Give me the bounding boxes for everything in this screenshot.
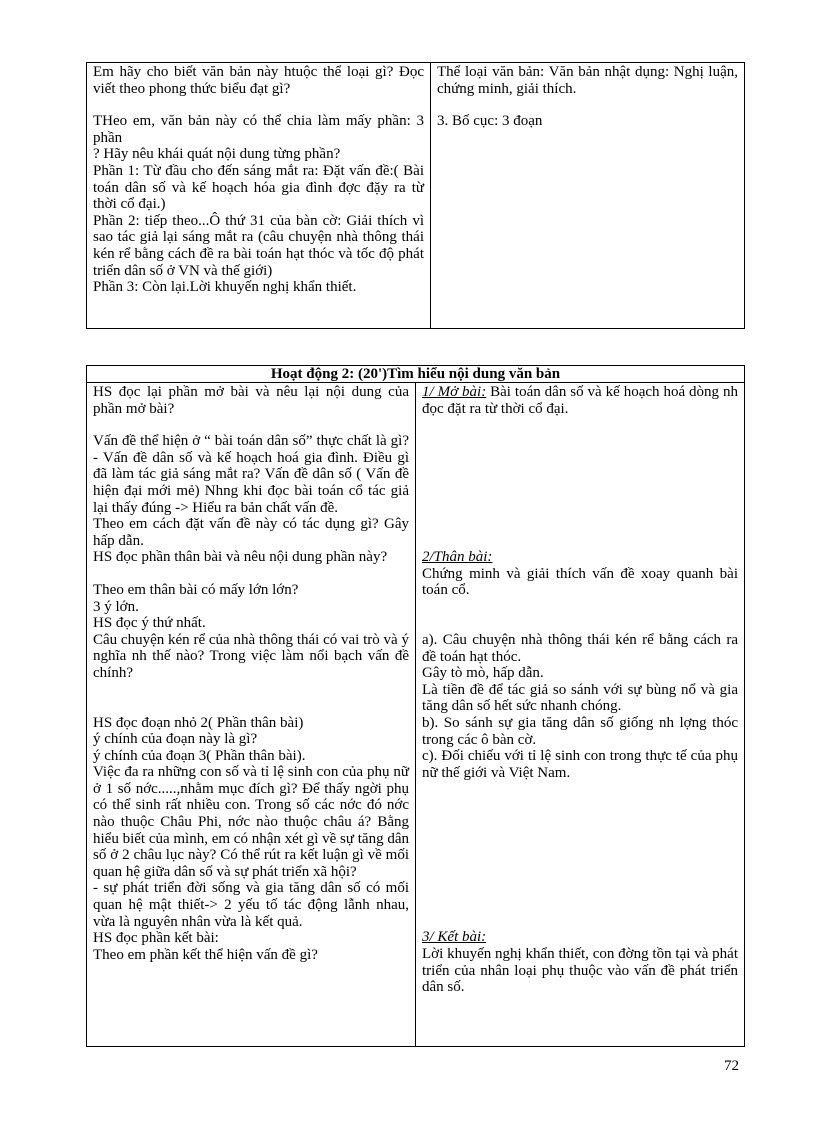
body-item-a-premise: Là tiền đề để tác giả so sánh với sự bùng nổ và gia tăng dân số hết sức nhanh chóng. <box>422 681 738 715</box>
q-open: HS đọc lại phần mở bài và nêu lại nội dung của phần mở bài? <box>93 384 409 417</box>
part-3: Phần 3: Còn lại.Lời khuyến nghị khẩn thiết. <box>93 279 357 296</box>
body-item-a-note: Gây tò mò, hấp dẫn. <box>422 665 544 682</box>
question-genre: Em hãy cho biết văn bản này htuộc thể loại gì? Đọc viết theo phong thức biểu đạt gì? <box>93 64 424 97</box>
q-story: Câu chuyện kén rể của nhà thông thái có vai trò và ý nghĩa nh thế nào? Trong việc làm nổi bạch vấn đề chính? <box>93 631 409 681</box>
part-1: Phần 1: Từ đầu cho đến sáng mắt ra: Đặt vấn đề:( Bài toán dân số và kế hoạch hóa gia đình đợc đặy ra từ thời cổ đại.) <box>93 162 424 213</box>
intro-questions-cell <box>87 63 431 329</box>
body-item-c: c). Đối chiếu với tỉ lệ sinh con trong thực tế của phụ nữ thế giới và Việt Nam. <box>422 748 738 781</box>
q-effect: Theo em cách đặt vấn đề này có tác dụng gì? Gây hấp dẫn. <box>93 516 409 549</box>
answer-structure: 3. Bố cục: 3 đoạn <box>437 113 543 130</box>
table-activity-2 <box>86 365 745 1047</box>
section-end-text: Lời khuyến nghị khẩn thiết, con đờng tồn tại và phát triển của nhân loại phụ thuộc vào vấn đề phát triển dân số. <box>422 945 738 996</box>
q-idea-1: HS đọc ý thứ nhất. <box>93 615 206 632</box>
section-open <box>422 384 738 417</box>
q-conclusion-read: HS đọc phần kết bài: <box>93 930 219 947</box>
section-open-heading: 1/ Mở bài: <box>422 384 487 400</box>
a-relation: - sự phát triển đời sống và gia tăng dân số có mối quan hệ mật thiết-> 2 yếu tố tác động lẫnh nhau, vừa là nguyên nhân vừa là kết quả. <box>93 880 409 930</box>
section-open-text: Bài toán dân số và kế hoạch hoá dòng nh đọc đặt ra từ thời cổ đại. <box>422 384 738 417</box>
body-item-a: a). Câu chuyện nhà thông thái kén rể bằng cách ra đề toán hạt thóc. <box>422 631 738 665</box>
q-idea-2-main: ý chính của đoạn này là gì? <box>93 731 258 748</box>
a-ideas: 3 ý lớn. <box>93 598 139 615</box>
q-idea-2: HS đọc đoạn nhỏ 2( Phần thân bài) <box>93 714 304 731</box>
section-body-heading: 2/Thân bài: <box>422 549 493 566</box>
table-intro <box>86 62 745 329</box>
answer-genre: Thể loại văn bản: Văn bản nhật dụng: Nghị luận, chứng minh, giải thích. <box>437 64 738 97</box>
question-parts: THeo em, văn bản này có thể chia làm mấy phần: 3 phần <box>93 113 424 146</box>
activity-header: Hoạt động 2: (20')Tìm hiểu nội dung văn bản <box>87 366 745 383</box>
page-number: 72 <box>724 1058 739 1074</box>
intro-answers-cell <box>431 63 745 329</box>
q-body: HS đọc phần thân bài và nêu nội dung phần này? <box>93 549 388 566</box>
body-item-b: b). So sánh sự gia tăng dân số giống nh lợng thóc trong các ô bàn cờ. <box>422 714 738 748</box>
q-ideas: Theo em thân bài có mấy lớn lớn? <box>93 581 299 598</box>
activity-answers-cell <box>416 383 745 1047</box>
q-numbers: Việc đa ra những con số và tỉ lệ sinh con của phụ nữ ở 1 số nớc.....,nhằm mục đích gì? Để thấy ngời phụ có thể sinh rất nhiều con. Trong số các nớc đó nớc nào thuộc Châu Phi, nớc nào thuộc châu á? Bằng hiểu biết của mình, em có nhận xét gì về sự tăng dân số ở 2 châu lục này? Có thể rút ra kết luận gì về mối quan hệ giữa dân số và sự phát triển xã hội? <box>93 764 409 880</box>
section-body-text: Chứng minh và giải thích vấn đề xoay quanh bài toán cổ. <box>422 565 738 599</box>
question-summary: ? Hãy nêu khái quát nội dung từng phần? <box>93 146 341 163</box>
q-conclusion: Theo em phần kết thể hiện vấn đề gì? <box>93 946 318 963</box>
activity-questions-cell <box>87 383 416 1047</box>
q-problem: Vấn đề thể hiện ở “ bài toán dân số” thực chất là gì?- Vấn đề dân số và kế hoạch hoá gia đình. Điều gì đã làm tác giả sáng mắt ra? Vấn đề dân số ( Vấn đề hiện đại mới mẻ) Nhng khi đọc bài toán cổ tác giả lại thấy đúng -> Hiểu ra bản chất vấn đề. <box>93 433 409 516</box>
q-idea-3: ý chính của đoạn 3( Phần thân bài). <box>93 747 306 764</box>
part-2: Phần 2: tiếp theo...Ô thứ 31 của bàn cờ: Giải thích vì sao tác giả lại sáng mắt ra (câu chuyện nhà thông thái kén rể bằng cách đề ra bài toán hạt thóc và tốc độ phát triển dân số ở VN và thế giới) <box>93 212 424 279</box>
section-end-heading: 3/ Kết bài: <box>422 929 487 946</box>
